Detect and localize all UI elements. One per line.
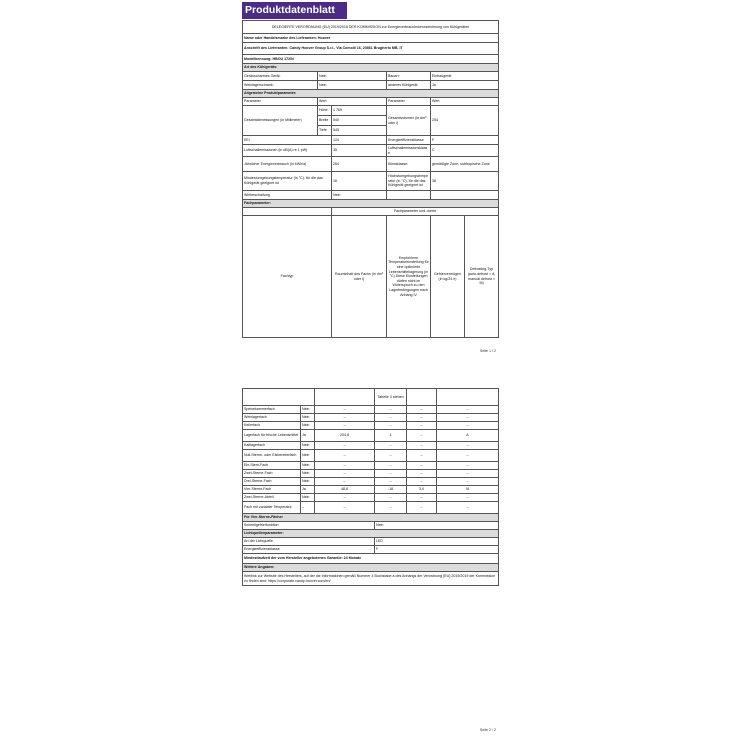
fach-name: Speisekammerfach bbox=[243, 406, 301, 414]
dimension-width-value: 540 bbox=[332, 116, 387, 126]
fach-temperature: – bbox=[375, 470, 407, 478]
fach-name: Vier-Sterne-Fach bbox=[243, 486, 301, 494]
fach-col-temperature: Empfohlene Temperatureinstellung für eine optimierte Lebensmittellagerung (in °C) Diese Einstellungen dürfen nicht im Widerspruch zu den Lagerbedingungen nach Anhang IV bbox=[387, 216, 431, 338]
warranty-text: Mindestlaufzeit der vom Hersteller angebotenen Garantie: 24 Monate bbox=[243, 554, 499, 564]
continued-blank bbox=[243, 389, 315, 406]
param-value bbox=[431, 191, 499, 200]
fach-defrost: M bbox=[437, 486, 499, 494]
continued-blank bbox=[315, 389, 375, 406]
param-label bbox=[387, 191, 431, 200]
dimension-height-value: 1 769 bbox=[332, 106, 387, 116]
four-star-section-header: Für Vier-Sterne-Fächer bbox=[243, 514, 499, 522]
type-value: Ja bbox=[431, 81, 499, 90]
fach-defrost: – bbox=[437, 422, 499, 430]
value-header: Wert bbox=[431, 98, 499, 106]
type-value: Nein bbox=[318, 81, 387, 90]
dimension-depth-label: Tiefe bbox=[318, 126, 332, 136]
param-label: Energieeffizienzklasse bbox=[387, 136, 431, 145]
fach-group-header: Fachparameter und -werte bbox=[332, 208, 499, 216]
fach-temperature: – bbox=[375, 406, 407, 414]
fach-volume: – bbox=[315, 478, 375, 486]
regulation-text: DELEGIERTE VERORDNUNG (EU) 2019/2016 DER KOMMISSION zur Energieverbrauchskennzeichnung von Kühlgeräten bbox=[243, 21, 499, 34]
fach-present: Ja bbox=[301, 486, 315, 494]
param-label: EEI bbox=[243, 136, 332, 145]
fach-volume: 48,8 bbox=[315, 486, 375, 494]
fach-defrost: – bbox=[437, 494, 499, 502]
fach-volume: – bbox=[315, 502, 375, 514]
fach-name: Fach mit variabler Temperatur bbox=[243, 502, 301, 514]
fach-col-freezing-capacity: Gefriervermögen (in kg/24 h) bbox=[431, 216, 465, 338]
fach-temperature: – bbox=[375, 494, 407, 502]
fach-present: Nein bbox=[301, 470, 315, 478]
fach-volume: – bbox=[315, 422, 375, 430]
param-label: Winterschaltung bbox=[243, 191, 332, 200]
supplier-name: Name oder Handelsmarke des Lieferanten: Hoover bbox=[243, 34, 499, 43]
general-section-header: Allgemeine Produktparameter: bbox=[243, 90, 499, 98]
fach-volume: – bbox=[315, 406, 375, 414]
type-label: Geräuscharmes Gerät: bbox=[243, 72, 318, 81]
light-param-value: LED bbox=[375, 538, 499, 546]
param-value: 264 bbox=[332, 157, 387, 172]
fach-freezing: – bbox=[407, 494, 437, 502]
fach-defrost: – bbox=[437, 442, 499, 450]
fach-temperature: – bbox=[375, 462, 407, 470]
fach-temperature: – bbox=[375, 422, 407, 430]
fach-temperature: – bbox=[375, 478, 407, 486]
datasheet-table-1 bbox=[242, 20, 499, 338]
fach-name: Null-Sterne- oder Eisbereiterfach bbox=[243, 450, 301, 462]
type-label: Weinlagerschrank: bbox=[243, 81, 318, 90]
param-label: Jährlicher Energieverbrauch (in kWh/a) bbox=[243, 157, 332, 172]
fach-present: – bbox=[301, 502, 315, 514]
fach-present: Nein bbox=[301, 406, 315, 414]
supplier-address: Anschrift des Lieferanten: Candy Hoover Group S.r.l., Via Comolli 16, 20861 Brugherio MB, IT bbox=[243, 43, 499, 55]
light-param-label: Energieeffizienzklasse bbox=[243, 546, 375, 554]
fach-defrost: – bbox=[437, 406, 499, 414]
fach-blank bbox=[243, 208, 332, 216]
continued-blank bbox=[437, 389, 499, 406]
quick-freeze-label: Schnellgefrierfunktion bbox=[243, 522, 375, 530]
page-number: Seite 1 / 2 bbox=[479, 349, 496, 353]
fach-col-defrost-type: Defrosting-Typ (auto-defrost = A, manual defrost = M) bbox=[465, 216, 499, 338]
fach-present: Nein bbox=[301, 414, 315, 422]
total-volume-value: 254 bbox=[431, 106, 499, 136]
extra-info-header: Weitere Angaben: bbox=[243, 564, 499, 572]
fach-freezing: – bbox=[407, 462, 437, 470]
fach-volume: – bbox=[315, 494, 375, 502]
continued-note: Tabelle 3 stehen bbox=[375, 389, 407, 406]
datasheet-page-1 bbox=[242, 0, 498, 356]
compartment-section-header: Fachparameter: bbox=[243, 200, 499, 208]
fach-freezing: – bbox=[407, 478, 437, 486]
type-value: Nein bbox=[318, 72, 387, 81]
fach-defrost: – bbox=[437, 462, 499, 470]
fach-freezing: – bbox=[407, 430, 437, 442]
fach-volume: – bbox=[315, 414, 375, 422]
param-value: C bbox=[431, 145, 499, 157]
fach-present: Nein bbox=[301, 422, 315, 430]
fach-typ-label: Fachtyp bbox=[243, 216, 332, 338]
fach-name: Weinlagerfach bbox=[243, 414, 301, 422]
fach-present: Nein bbox=[301, 450, 315, 462]
fach-temperature: – bbox=[375, 450, 407, 462]
value-header: Wert bbox=[318, 98, 387, 106]
fach-freezing: – bbox=[407, 470, 437, 478]
fach-name: Kaltlagerfach bbox=[243, 442, 301, 450]
fach-col-volume: Rauminhalt des Fachs (in dm³ oder l) bbox=[332, 216, 387, 338]
fach-defrost: – bbox=[437, 470, 499, 478]
fach-name: Drei-Sterne-Fach bbox=[243, 478, 301, 486]
param-label: Luftschallemissionen (in dB(A) re 1 pW) bbox=[243, 145, 332, 157]
fach-volume: – bbox=[315, 450, 375, 462]
fach-freezing: – bbox=[407, 414, 437, 422]
fach-temperature: -18 bbox=[375, 486, 407, 494]
light-param-label: Art der Lichtquelle bbox=[243, 538, 375, 546]
continued-blank bbox=[407, 389, 437, 406]
param-value: 38 bbox=[431, 172, 499, 191]
param-value: 124 bbox=[332, 136, 387, 145]
fach-volume: – bbox=[315, 442, 375, 450]
page-number: Seite 2 / 2 bbox=[479, 728, 496, 732]
param-label: Mindestumgebungstemperatur (in °C), für die das Kühlgerät geeignet ist bbox=[243, 172, 332, 191]
dimensions-label: Gesamtabmessungen (in Millimeter) bbox=[243, 106, 318, 136]
param-header: Parameter bbox=[387, 98, 431, 106]
dimension-depth-value: 545 bbox=[332, 126, 387, 136]
dimension-width-label: Breite bbox=[318, 116, 332, 126]
fach-temperature: – bbox=[375, 414, 407, 422]
fach-defrost: – bbox=[437, 478, 499, 486]
fach-name: Zwei-Sterne-Abteil bbox=[243, 494, 301, 502]
fach-present: Nein bbox=[301, 494, 315, 502]
type-label: Bauart: bbox=[387, 72, 431, 81]
total-volume-label: Gesamtvolumen (in dm³ oder l) bbox=[387, 106, 431, 136]
extra-info-text: Weblink zur Website des Herstellers, auf der die Informationen gemäß Nummer 4 Buchstabe a des Anhangs der Verordnung (EU) 2019/2019 der Kommission zu finden sind: https://corporate.candy-hoover.com/en/ bbox=[243, 572, 499, 586]
datasheet-page-2 bbox=[242, 382, 498, 736]
param-label: Klimaklasse: bbox=[387, 157, 431, 172]
param-value: 35 bbox=[332, 145, 387, 157]
fach-defrost: – bbox=[437, 502, 499, 514]
fach-present: Ja bbox=[301, 430, 315, 442]
type-section-header: Art des Kühlgeräts: bbox=[243, 64, 499, 72]
quick-freeze-value: Nein bbox=[375, 522, 499, 530]
model-identifier: Modellkennung: HBOU 172/N bbox=[243, 55, 499, 64]
light-param-value: F bbox=[375, 546, 499, 554]
param-value: F bbox=[431, 136, 499, 145]
fach-present: Nein bbox=[301, 462, 315, 470]
fach-temperature: – bbox=[375, 442, 407, 450]
param-header: Parameter bbox=[243, 98, 318, 106]
fach-volume: – bbox=[315, 462, 375, 470]
fach-defrost: – bbox=[437, 450, 499, 462]
fach-freezing: – bbox=[407, 422, 437, 430]
fach-temperature: – bbox=[375, 502, 407, 514]
param-value: gemäßigte Zone, subtropische Zone bbox=[431, 157, 499, 172]
param-value: 16 bbox=[332, 172, 387, 191]
type-value: Einbaugerät bbox=[431, 72, 499, 81]
datasheet-table-2 bbox=[242, 388, 499, 586]
param-value: Nein bbox=[332, 191, 387, 200]
fach-freezing: – bbox=[407, 442, 437, 450]
fach-temperature: 4 bbox=[375, 430, 407, 442]
fach-name: Ein-Stern-Fach bbox=[243, 462, 301, 470]
fach-name: Lagerfach für frische Lebensmittel bbox=[243, 430, 301, 442]
fach-volume: 204,8 bbox=[315, 430, 375, 442]
fach-defrost: A bbox=[437, 430, 499, 442]
fach-present: Nein bbox=[301, 478, 315, 486]
page-title: Produktdatenblatt bbox=[242, 2, 347, 19]
type-label: anderes Kühlgerät: bbox=[387, 81, 431, 90]
fach-defrost: – bbox=[437, 414, 499, 422]
param-label: Höchstumgebungstemperatur (in °C), für die das Kühlgerät geeignet ist bbox=[387, 172, 431, 191]
fach-freezing: 3,0 bbox=[407, 486, 437, 494]
param-label: Luftschallemissionsklasse bbox=[387, 145, 431, 157]
fach-name: Kellerfach bbox=[243, 422, 301, 430]
fach-freezing: – bbox=[407, 502, 437, 514]
light-section-header: Lichtquellenparameter: bbox=[243, 530, 499, 538]
fach-name: Zwei-Sterne-Fach bbox=[243, 470, 301, 478]
dimension-height-label: Höhe bbox=[318, 106, 332, 116]
fach-freezing: – bbox=[407, 406, 437, 414]
fach-present: Nein bbox=[301, 442, 315, 450]
fach-volume: – bbox=[315, 470, 375, 478]
fach-freezing: – bbox=[407, 450, 437, 462]
